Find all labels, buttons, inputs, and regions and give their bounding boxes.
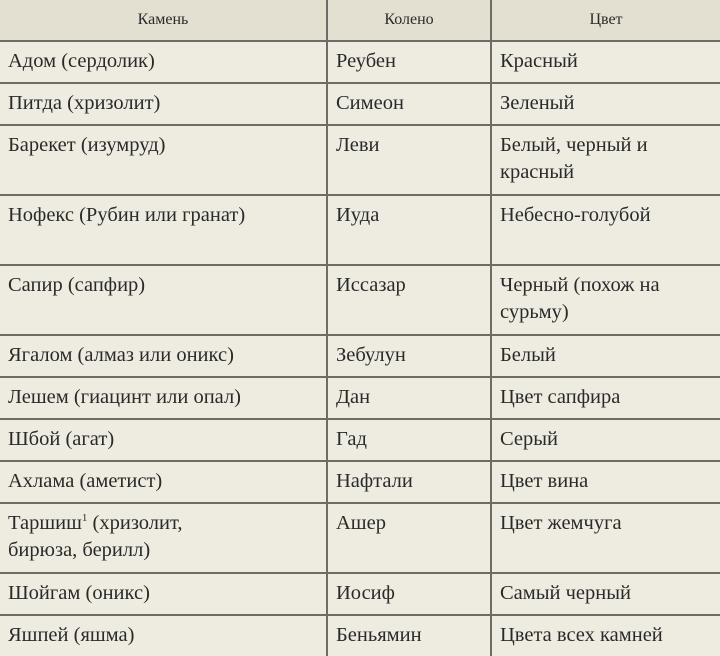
color-cell: Цвета всех камней: [491, 615, 720, 656]
tribe-cell: Иосиф: [327, 573, 491, 615]
color-cell: Серый: [491, 419, 720, 461]
stone-cell: Шбой (агат): [0, 419, 327, 461]
color-cell: Красный: [491, 41, 720, 83]
table-row: [0, 461, 720, 503]
table-row: [0, 125, 720, 195]
tribe-cell: Иссазар: [327, 265, 491, 335]
stone-cell: Лешем (гиацинт или опал): [0, 377, 327, 419]
header-stone: Камень: [0, 0, 327, 41]
stone-rest: (хризолит, бирюза, берилл): [8, 512, 183, 561]
stone-cell: Питда (хризолит): [0, 83, 327, 125]
tribe-cell: Зебулун: [327, 335, 491, 377]
stone-cell: Ягалом (алмаз или оникс): [0, 335, 327, 377]
color-cell: Черный (похож на сурьму): [491, 265, 720, 335]
tribe-cell: Беньямин: [327, 615, 491, 656]
stone-name: Таршиш: [8, 512, 82, 534]
stone-cell: Барекет (изумруд): [0, 125, 327, 195]
color-cell: Цвет сапфира: [491, 377, 720, 419]
tribe-cell: Леви: [327, 125, 491, 195]
table-row: [0, 265, 720, 335]
color-cell: Белый, черный и красный: [491, 125, 720, 195]
table-row: [0, 83, 720, 125]
color-cell: Зеленый: [491, 83, 720, 125]
stone-cell: Ахлама (аметист): [0, 461, 327, 503]
stone-cell: [0, 503, 327, 573]
color-cell: Цвет жемчуга: [491, 503, 720, 573]
stone-cell: Нофекс (Рубин или гранат): [0, 195, 327, 265]
tribe-cell: Реубен: [327, 41, 491, 83]
table-row: [0, 615, 720, 656]
stone-cell: Сапир (сапфир): [0, 265, 327, 335]
tribe-cell: Нафтали: [327, 461, 491, 503]
color-cell: Самый черный: [491, 573, 720, 615]
table-row: [0, 573, 720, 615]
color-cell: Белый: [491, 335, 720, 377]
stone-cell: Адом (сердолик): [0, 41, 327, 83]
footnote-marker[interactable]: 1: [81, 512, 88, 524]
table-row: [0, 335, 720, 377]
table-row: [0, 195, 720, 265]
color-cell: Небесно-голубой: [491, 195, 720, 265]
table-row: [0, 503, 720, 573]
stone-cell: Яшпей (яшма): [0, 615, 327, 656]
tribe-cell: Гад: [327, 419, 491, 461]
header-row: [0, 0, 720, 41]
table-row: [0, 419, 720, 461]
header-color: Цвет: [491, 0, 720, 41]
header-tribe: Колено: [327, 0, 491, 41]
tribe-cell: Ашер: [327, 503, 491, 573]
tribe-cell: Симеон: [327, 83, 491, 125]
color-cell: Цвет вина: [491, 461, 720, 503]
tribe-cell: Дан: [327, 377, 491, 419]
tribe-cell: Иуда: [327, 195, 491, 265]
table-row: [0, 41, 720, 83]
table-row: [0, 377, 720, 419]
stone-cell: Шойгам (оникс): [0, 573, 327, 615]
